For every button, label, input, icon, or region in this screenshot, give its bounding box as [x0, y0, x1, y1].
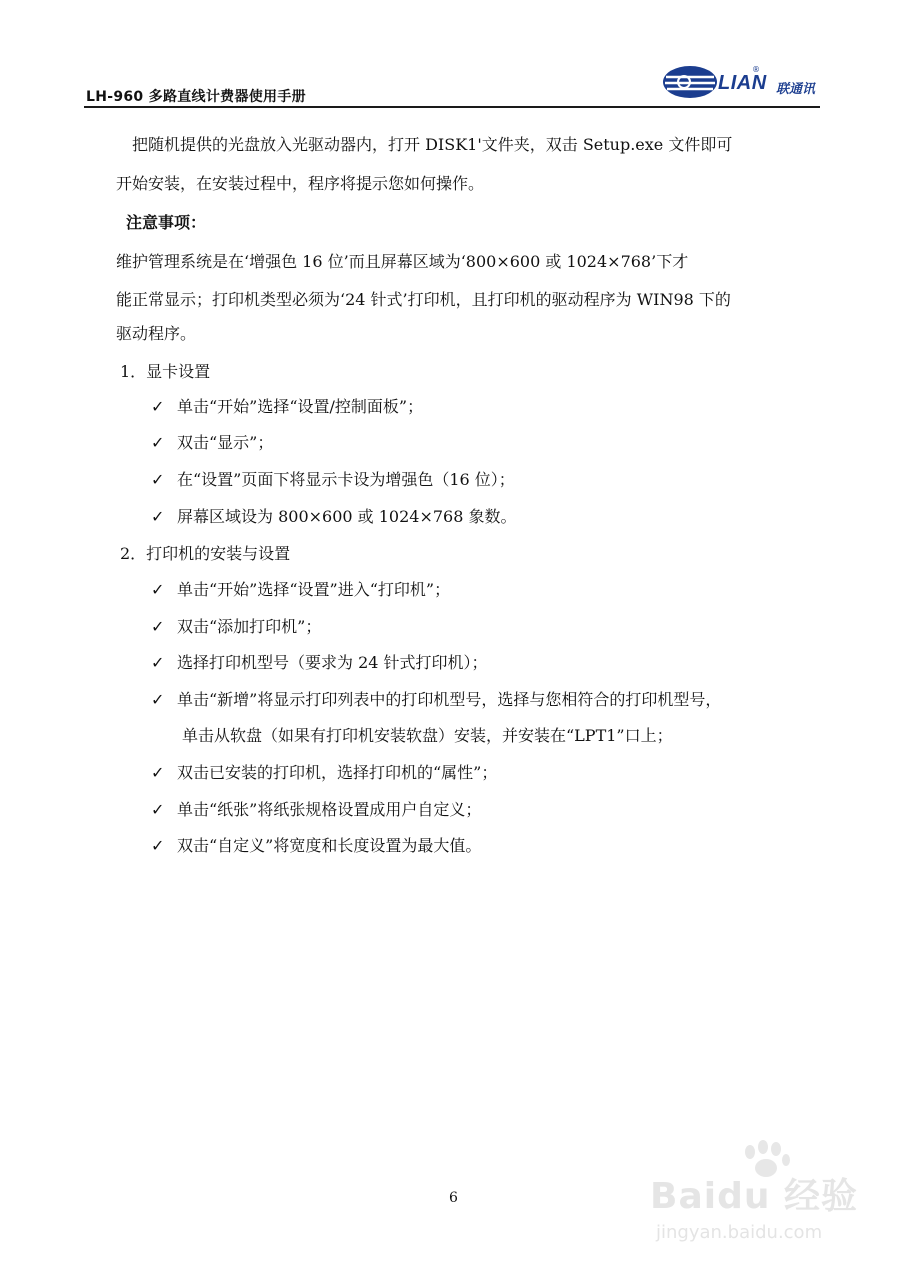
logo-globe-icon — [660, 62, 720, 102]
page-number: 6 — [449, 1190, 458, 1206]
note-line-1: 维护管理系统是在‘增强色 16 位’而且屏幕区域为‘800×600 或 1024×768’下才 — [116, 252, 689, 271]
list-item — [151, 430, 273, 453]
note-title: 注意事项： — [126, 213, 207, 232]
list-item — [151, 577, 450, 600]
list-item — [151, 394, 423, 417]
section-2-title: 2．打印机的安装与设置 — [120, 544, 291, 563]
list-item — [151, 760, 497, 783]
check-icon: ✓ — [151, 617, 165, 636]
list-item — [151, 504, 517, 527]
list-item-text: 单击“纸张”将纸张规格设置成用户自定义； — [177, 800, 482, 819]
logo-registered-mark: ® — [752, 65, 760, 74]
check-icon: ✓ — [151, 507, 165, 526]
company-logo — [660, 62, 830, 102]
section-1-title: 1．显卡设置 — [120, 362, 211, 381]
list-item-text: 单击“新增”将显示打印列表中的打印机型号，选择与您相符合的打印机型号， — [177, 690, 722, 709]
list-item-continuation: 单击从软盘（如果有打印机安装软盘）安装，并安装在“LPT1”口上； — [182, 726, 673, 745]
list-item — [151, 833, 481, 856]
list-item — [151, 467, 515, 490]
baidu-watermark — [640, 1140, 860, 1260]
header-divider — [84, 106, 820, 108]
check-icon: ✓ — [151, 433, 165, 452]
note-line-2: 能正常显示；打印机类型必须为‘24 针式’打印机，且打印机的驱动程序为 WIN98 下的 — [116, 290, 731, 309]
list-item-text: 屏幕区域设为 800×600 或 1024×768 象数。 — [177, 507, 517, 526]
check-icon: ✓ — [151, 580, 165, 599]
list-item-text: 双击已安装的打印机，选择打印机的“属性”； — [177, 763, 498, 782]
check-icon: ✓ — [151, 836, 165, 855]
list-item-text: 选择打印机型号（要求为 24 针式打印机）； — [177, 653, 488, 672]
intro-line-1: 把随机提供的光盘放入光驱动器内，打开 DISK1'文件夹，双击 Setup.exe 文件即可 — [132, 135, 733, 154]
list-item-text: 单击“开始”选择“设置”进入“打印机”； — [177, 580, 451, 599]
list-item-text: 在“设置”页面下将显示卡设为增强色（16 位）； — [177, 470, 515, 489]
list-item — [151, 687, 721, 710]
list-item-text: 双击“添加打印机”； — [177, 617, 322, 636]
list-item — [151, 650, 488, 673]
check-icon: ✓ — [151, 763, 165, 782]
check-icon: ✓ — [151, 397, 165, 416]
list-item-text: 单击“开始”选择“设置/控制面板”； — [177, 397, 424, 416]
watermark-text: Baidu 经验 — [650, 1176, 859, 1217]
list-item-text: 双击“自定义”将宽度和长度设置为最大值。 — [177, 836, 482, 855]
check-icon: ✓ — [151, 470, 165, 489]
list-item — [151, 797, 481, 820]
document-header-title: LH-960 多路直线计费器使用手册 — [86, 89, 306, 105]
logo-text: LIAN — [718, 72, 767, 94]
check-icon: ✓ — [151, 690, 165, 709]
list-item — [151, 614, 321, 637]
check-icon: ✓ — [151, 800, 165, 819]
intro-line-2: 开始安装，在安装过程中，程序将提示您如何操作。 — [116, 174, 485, 193]
list-item-text: 双击“显示”； — [177, 433, 274, 452]
check-icon: ✓ — [151, 653, 165, 672]
watermark-url: jingyan.baidu.com — [656, 1222, 823, 1243]
logo-chinese-text: 联通讯 — [776, 82, 816, 97]
note-line-3: 驱动程序。 — [116, 324, 197, 343]
